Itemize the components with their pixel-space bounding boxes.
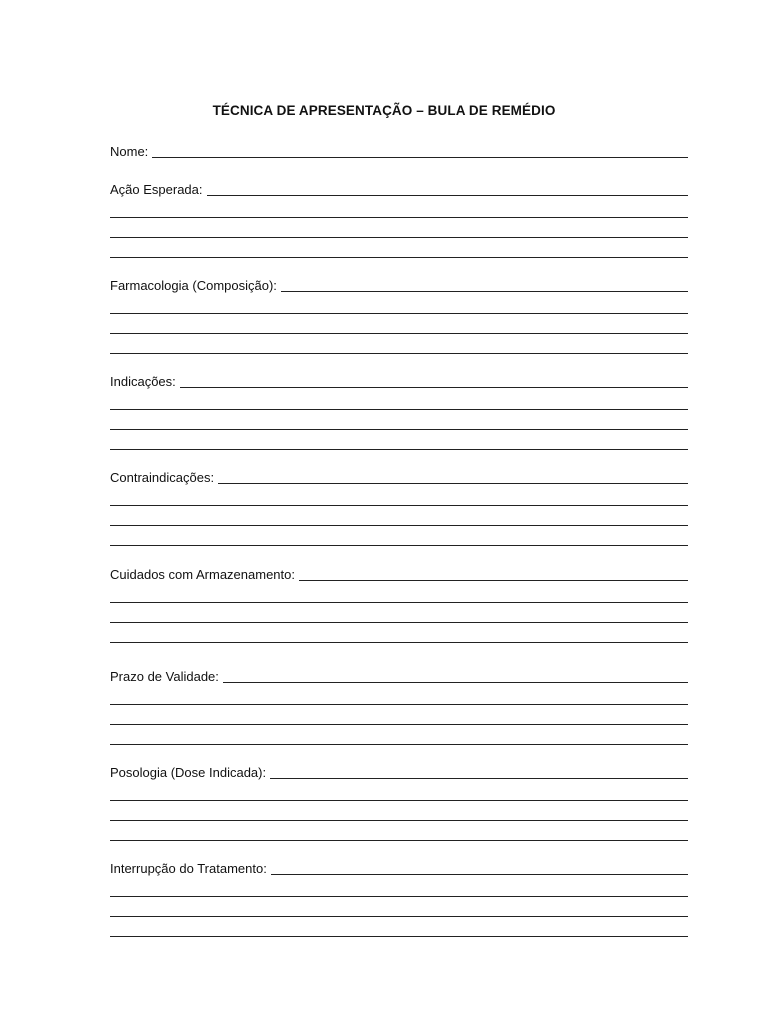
- field-row[interactable]: [110, 667, 688, 685]
- field-acao-esperada: [110, 180, 688, 258]
- answer-line[interactable]: [110, 198, 688, 218]
- field-label: Prazo de Validade:: [110, 669, 219, 684]
- answer-line[interactable]: [223, 682, 688, 683]
- field-nome: [110, 142, 688, 160]
- answer-line[interactable]: [110, 877, 688, 897]
- field-label: Ação Esperada:: [110, 182, 203, 197]
- answer-line[interactable]: [110, 430, 688, 450]
- answer-line[interactable]: [110, 294, 688, 314]
- field-posologia: [110, 763, 688, 841]
- field-label: Cuidados com Armazenamento:: [110, 567, 295, 582]
- answer-line[interactable]: [110, 801, 688, 821]
- answer-line[interactable]: [110, 506, 688, 526]
- answer-line[interactable]: [110, 334, 688, 354]
- answer-line[interactable]: [180, 387, 688, 388]
- field-row[interactable]: [110, 142, 688, 160]
- field-prazo-validade: [110, 667, 688, 745]
- field-row[interactable]: [110, 372, 688, 390]
- answer-line[interactable]: [110, 897, 688, 917]
- field-label: Indicações:: [110, 374, 176, 389]
- answer-line[interactable]: [271, 874, 688, 875]
- field-row[interactable]: [110, 468, 688, 486]
- answer-line[interactable]: [110, 390, 688, 410]
- field-label: Interrupção do Tratamento:: [110, 861, 267, 876]
- field-label: Posologia (Dose Indicada):: [110, 765, 267, 780]
- field-farmacologia: [110, 276, 688, 354]
- answer-line[interactable]: [110, 486, 688, 506]
- answer-line[interactable]: [152, 157, 688, 158]
- field-row[interactable]: [110, 276, 688, 294]
- document-title: TÉCNICA DE APRESENTAÇÃO – BULA DE REMÉDIO: [212, 103, 556, 118]
- field-row[interactable]: [110, 565, 688, 583]
- answer-line[interactable]: [207, 195, 688, 196]
- answer-line[interactable]: [110, 781, 688, 801]
- answer-line[interactable]: [281, 291, 688, 292]
- field-indicacoes: [110, 372, 688, 450]
- field-label: Farmacologia (Composição):: [110, 278, 277, 293]
- answer-line[interactable]: [110, 917, 688, 937]
- field-row[interactable]: [110, 763, 688, 781]
- field-row[interactable]: [110, 859, 688, 877]
- answer-line[interactable]: [110, 314, 688, 334]
- field-row[interactable]: [110, 180, 688, 198]
- answer-line[interactable]: [110, 705, 688, 725]
- answer-line[interactable]: [110, 821, 688, 841]
- field-label: Contraindicações:: [110, 470, 215, 485]
- field-interrupcao-tratamento: [110, 859, 688, 937]
- answer-line[interactable]: [110, 218, 688, 238]
- answer-line[interactable]: [110, 526, 688, 546]
- field-contraindicacoes: [110, 468, 688, 546]
- field-cuidados-armazenamento: [110, 565, 688, 643]
- field-label: Nome:: [110, 144, 149, 159]
- answer-line[interactable]: [299, 580, 688, 581]
- answer-line[interactable]: [270, 778, 688, 779]
- answer-line[interactable]: [110, 685, 688, 705]
- answer-line[interactable]: [110, 583, 688, 603]
- answer-line[interactable]: [110, 238, 688, 258]
- answer-line[interactable]: [110, 725, 688, 745]
- answer-line[interactable]: [110, 603, 688, 623]
- answer-line[interactable]: [110, 623, 688, 643]
- answer-line[interactable]: [110, 410, 688, 430]
- answer-line[interactable]: [218, 483, 688, 484]
